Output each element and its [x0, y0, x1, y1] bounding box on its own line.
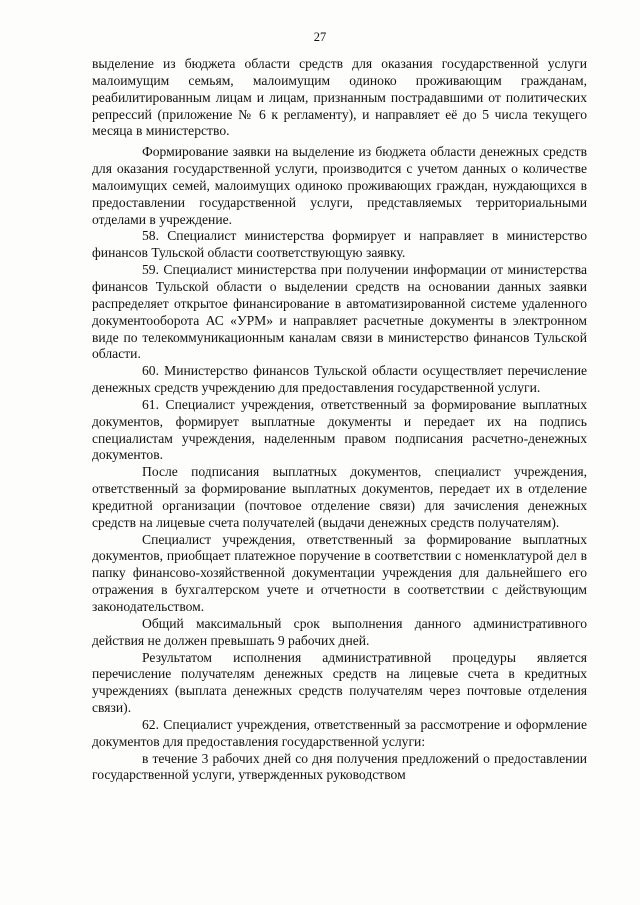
paragraph-item-58: 58. Специалист министерства формирует и направляет в министерство финансов Тульской области соответствующую заявку. [92, 228, 587, 261]
paragraph-procedure-result: Результатом исполнения административной процедуры является перечисление получателям денежных средств на лицевые счета в кредитных учреждениях (выплата денежных средств получателям через почтовые отделения связи). [92, 649, 587, 716]
page-number: 27 [313, 30, 327, 44]
document-body [92, 56, 587, 784]
paragraph-continuation: выделение из бюджета области средств для оказания государственной услуги малоимущим семьям, малоимущим одиноко проживающим гражданам, реабилитированным лицам и лицам, признанным пострадавшими от политических репрессий (приложение № 6 к регламенту), и направляет её до 5 числа текущего месяца в министерство. [92, 56, 587, 139]
paragraph-item-59: 59. Специалист министерства при получении информации от министерства финансов Тульской области о выделении средств на основании данных заявки распределяет открытое финансирование в автоматизированной системе удаленного документооборота АС «УРМ» и направляет расчетные документы в электронном виде по телекоммуникационным каналам связи в министерство финансов Тульской области. [92, 262, 587, 362]
paragraph-request-formation: Формирование заявки на выделение из бюджета области денежных средств для оказания государственной услуги, производится с учетом данных о количестве малоимущих семей, малоимущих одиноко проживающих граждан, нуждающихся в предоставлении государственной услуги, представляемых территориальными отделами в учреждение. [92, 144, 587, 227]
paragraph-within-3-days: в течение 3 рабочих дней со дня получения предложений о предоставлении государственной услуги, утвержденных руководством [92, 750, 587, 783]
paragraph-item-60: 60. Министерство финансов Тульской области осуществляет перечисление денежных средств учреждению для предоставления государственной услуги. [92, 363, 587, 396]
paragraph-max-term: Общий максимальный срок выполнения данного административного действия не должен превышать 9 рабочих дней. [92, 615, 587, 648]
paragraph-item-62: 62. Специалист учреждения, ответственный за рассмотрение и оформление документов для предоставления государственной услуги: [92, 716, 587, 749]
paragraph-after-signing: После подписания выплатных документов, специалист учреждения, ответственный за формирование выплатных документов, передает их в отделение кредитной организации (почтовое отделение связи) для зачисления денежных средств на лицевые счета получателей (выдачи денежных средств получателям). [92, 464, 587, 530]
paragraph-payment-order: Специалист учреждения, ответственный за формирование выплатных документов, приобщает платежное поручение в соответствии с номенклатурой дел в папку финансово-хозяйственной документации учреждения для дальнейшего его отражения в бухгалтерском учете и отчетности в соответствии с действующим законодательством. [92, 531, 587, 614]
paragraph-item-61: 61. Специалист учреждения, ответственный за формирование выплатных документов, формирует выплатные документы и передает их на подпись специалистам учреждения, наделенным правом подписания расчетно-денежных документов. [92, 396, 587, 463]
